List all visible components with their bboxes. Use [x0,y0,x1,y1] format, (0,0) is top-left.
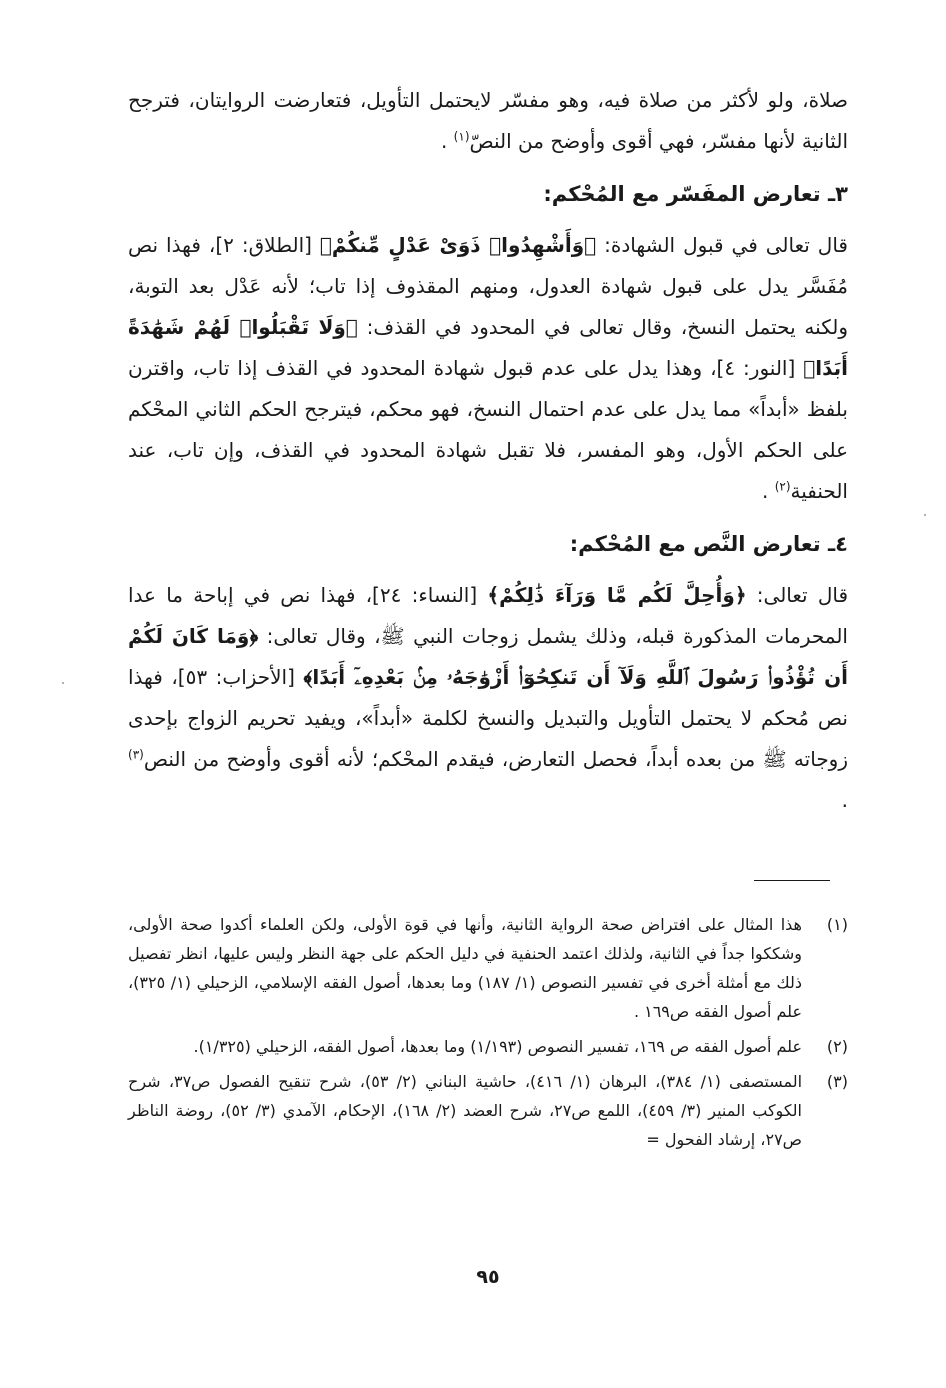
quran-verse: ﴿وَمَا كَانَ لَكُمْ أَن تُؤْذُوا۟ رَسُولَ ٱللَّهِ وَلَآ أَن تَنكِحُوٓا۟ أَزْوَٰجَهُۥ مِنۢ بَعْدِهِۦٓ أَبَدًا﴾ [128,624,848,689]
paragraph-text: قال تعالى في قبول الشهادة: [596,233,848,257]
quran-verse: ﴿وَلَا تَقْبَلُوا۟ لَهُمْ شَهَٰدَةً أَبَدًا﴾ [128,315,849,380]
book-page [128,80,848,1388]
footnote-2 [128,1032,848,1061]
footnote-number: (١) [826,915,848,934]
paragraph-section4 [128,575,848,821]
paragraph-end: . [841,788,848,812]
paragraph-text: [الطلاق: ٢]، فهذا نص مُفَسَّر يدل على قبول شهادة العدول، ومنهم المقذوف إذا تاب؛ لأنه عَدْل بعد التوبة، ولكنه يحتمل النسخ، وقال تعالى في المحدود في القذف: [128,233,848,339]
scan-speck [924,514,926,516]
paragraph-text: [النور: ٤]، وهذا يدل على عدم قبول شهادة المحدود في القذف إذا تاب، واقترن بلفظ «أبداً» مما يدل على عدم احتمال النسخ، فهو محكم، فيترجح الحكم الثاني المحْكم على الحكم الأول، وهو المفسر، فلا تقبل شهادة المحدود في القذف، وإن تاب، عند الحنفية [128,356,848,503]
footnote-1 [128,910,848,1026]
section-heading-4: ٤ـ تعارض النَّص مع المُحْكم: [569,532,848,556]
footnote-3 [128,1067,848,1154]
footnote-ref-1[interactable]: (١) [453,129,470,144]
footnote-number: (٣) [826,1072,848,1091]
footnote-number: (٢) [826,1037,848,1056]
quran-verse: ﴿وَأَشْهِدُوا۟ ذَوَىْ عَدْلٍ مِّنكُمْ﴾ [319,233,597,257]
paragraph-text: [النساء: ٢٤]، فهذا نص في إباحة ما عدا المحرمات المذكورة قبله، وذلك يشمل زوجات النبي ﷺ، وقال تعالى: [128,583,848,648]
footnote-divider [754,880,830,881]
section-heading-3: ٣ـ تعارض المفَسّر مع المُحْكم: [543,182,848,206]
paragraph-text: [الأحزاب: ٥٣]، فهذا نص مُحكم لا يحتمل التأويل والتبديل والنسخ لكلمة «أبداً»، ويفيد تحريم الزواج بإحدى زوجاته ﷺ من بعده أبداً، فحصل التعارض، فيقدم المحْكم؛ لأنه أقوى وأوضح من النص [128,665,848,771]
paragraph-end: . [440,129,454,153]
paragraph-end: . [761,479,775,503]
scan-speck [62,682,64,684]
quran-verse: ﴿وَأُحِلَّ لَكُم مَّا وَرَآءَ ذَٰلِكُمْ﴾ [487,583,747,607]
footnote-text: علم أصول الفقه ص ١٦٩، تفسير النصوص (١/١٩٣) وما بعدها، أصول الفقه، الزحيلي (١/٣٢٥). [193,1037,802,1056]
footnote-ref-2[interactable]: (٢) [774,479,791,494]
paragraph-intro [128,80,848,162]
paragraph-section3 [128,225,848,512]
footnote-ref-3[interactable]: (٣) [128,747,144,762]
paragraph-text: صلاة، ولو لأكثر من صلاة فيه، وهو مفسّر لايحتمل التأويل، فتعارضت الروايتان، فترجح الثانية لأنها مفسّر، فهي أقوى وأوضح من النصّ [128,88,848,153]
footnotes [128,910,848,1160]
footnote-text: المستصفى (١/ ٣٨٤)، البرهان (١/ ٤١٦)، حاشية البناني (٢/ ٥٣)، شرح تنقيح الفصول ص٣٧، شرح الكوكب المنير (٣/ ٤٥٩)، اللمع ص٢٧، شرح العضد (٢/ ١٦٨)، الإحكام، الآمدي (٣/ ٥٢)، روضة الناظر ص٢٧، إرشاد الفحول = [128,1072,803,1149]
footnote-text: هذا المثال على افتراض صحة الرواية الثانية، وأنها في قوة الأولى، ولكن العلماء أكدوا صحة الأولى، وشككوا جداً في الثانية، ولذلك اعتمد الحنفية في دليل الحكم على جهة النظر وليس عليها، انظر تفصيل ذلك مع أمثلة أخرى في تفسير النصوص (١/ ١٨٧) وما بعدها، أصول الفقه الإسلامي، الزحيلي (١/ ٣٢٥)، علم أصول الفقه ص١٦٩ . [128,915,802,1021]
page-number: ٩٥ [476,1266,500,1288]
paragraph-text: قال تعالى: [746,583,849,607]
